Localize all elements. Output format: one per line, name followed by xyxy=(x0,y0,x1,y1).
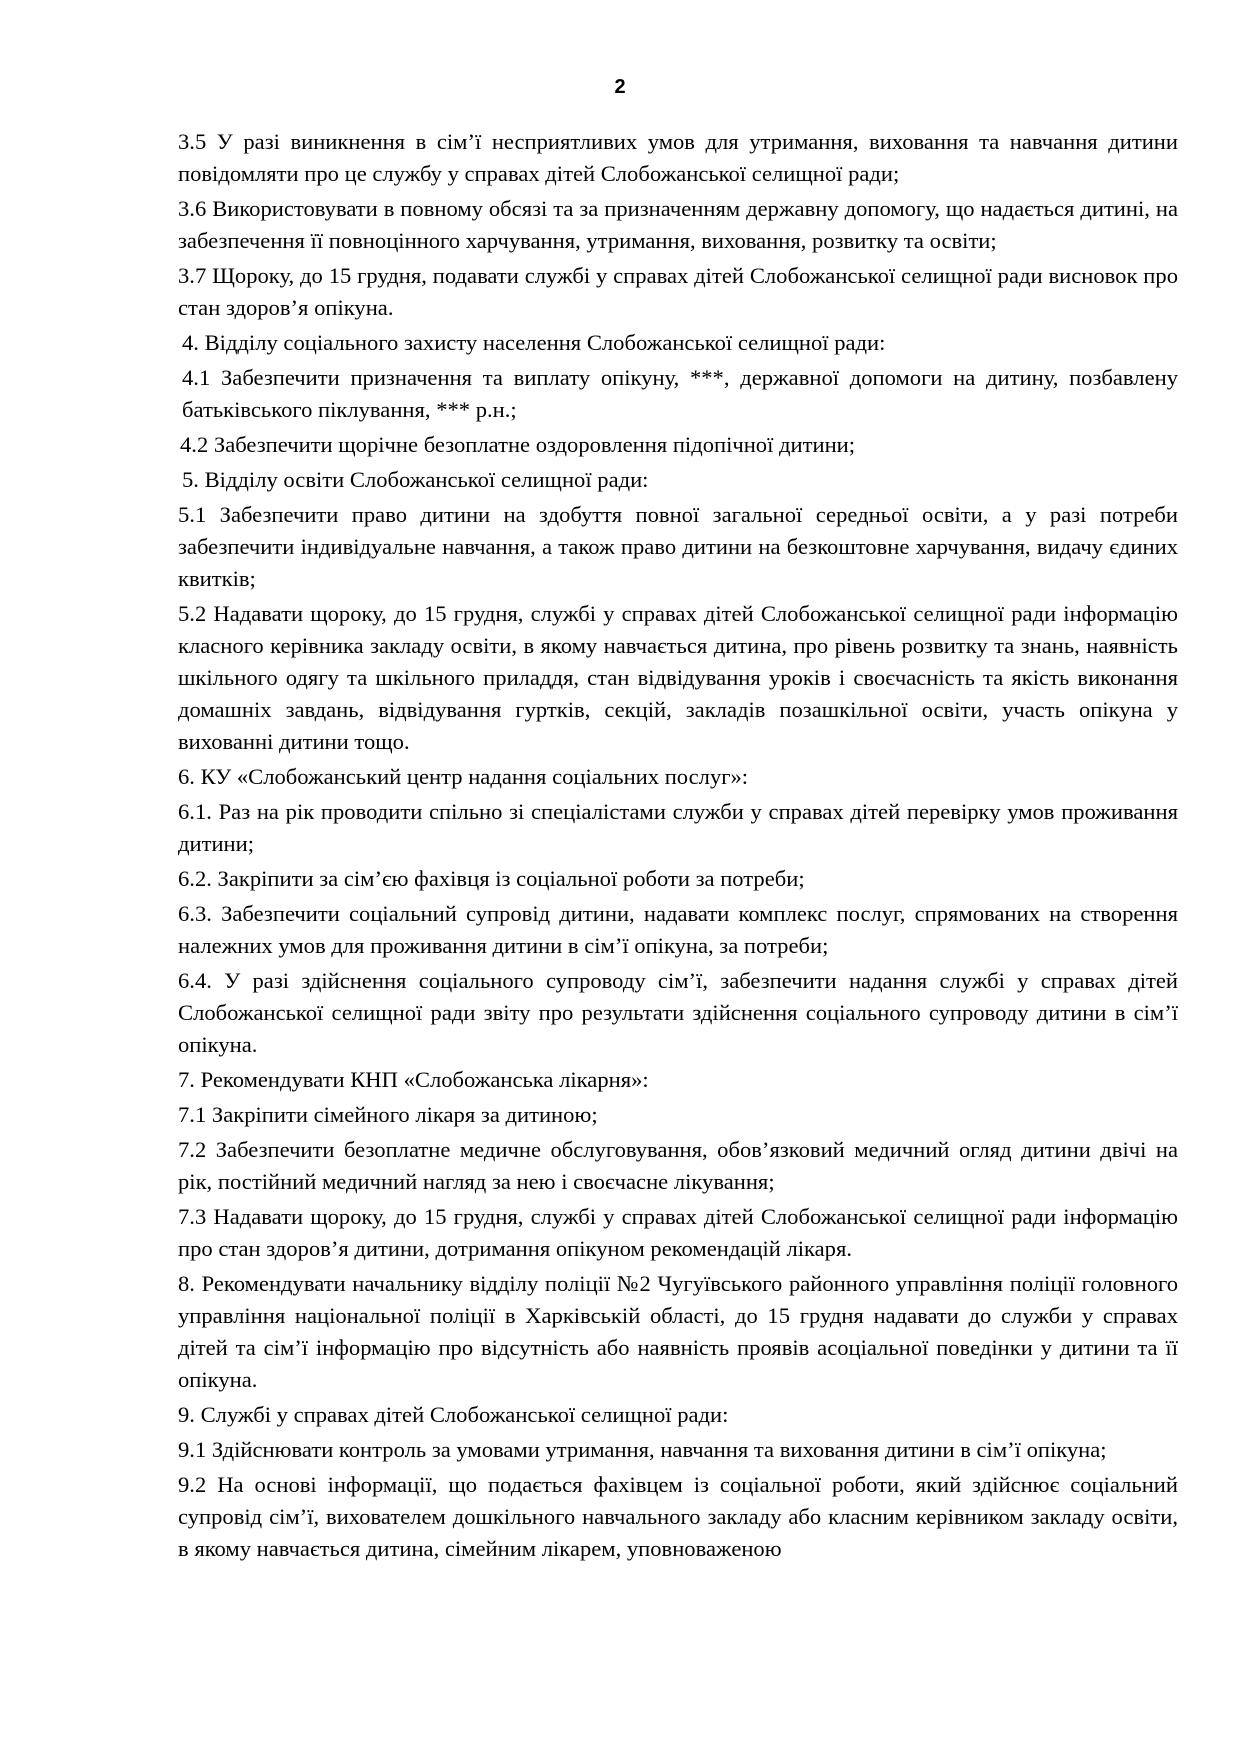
paragraph-8: 8. Рекомендувати начальнику відділу поліції №2 Чугуївського районного управління поліції головного управління національної поліції в Харківській області, до 15 грудня надавати до служби у справах дітей та сім’ї інформацію про відсутність або наявність проявів асоціальної поведінки у дитини та її опікуна. xyxy=(178,1271,1178,1392)
paragraph-5-1: 5.1 Забезпечити право дитини на здобуття повної загальної середньої освіти, а у разі потреби забезпечити індивідуальне навчання, а також право дитини на безкоштовне харчування, видачу єдиних квитків; xyxy=(178,502,1178,591)
paragraph-9-1: 9.1 Здійснювати контроль за умовами утримання, навчання та виховання дитини в сім’ї опікуна; xyxy=(178,1437,1107,1462)
paragraph-9-2: 9.2 На основі інформації, що подається фахівцем із соціальної роботи, який здійснює соціальний супровід сім’ї, вихователем дошкільного навчального закладу або класним керівником закладу освіти, в якому навчається дитина, сімейним лікарем, уповноваженою xyxy=(178,1472,1178,1561)
paragraph-6-3: 6.3. Забезпечити соціальний супровід дитини, надавати комплекс послуг, спрямованих на створення належних умов для проживання дитини в сім’ї опікуна, за потреби; xyxy=(178,901,1178,958)
paragraph-6-2: 6.2. Закріпити за сім’єю фахівця із соціальної роботи за потреби; xyxy=(178,866,805,891)
paragraph-6-heading: 6. КУ «Слобожанський центр надання соціальних послуг»: xyxy=(178,764,749,789)
paragraph-6-1: 6.1. Раз на рік проводити спільно зі спеціалістами служби у справах дітей перевірку умов проживання дитини; xyxy=(178,799,1178,856)
paragraph-7-2: 7.2 Забезпечити безоплатне медичне обслуговування, обов’язковий медичний огляд дитини двічі на рік, постійний медичний нагляд за нею і своєчасне лікування; xyxy=(178,1137,1178,1194)
page-number: 2 xyxy=(614,76,626,98)
paragraph-3-7: 3.7 Щороку, до 15 грудня, подавати службі у справах дітей Слобожанської селищної ради висновок про стан здоров’я опікуна. xyxy=(178,263,1178,320)
paragraph-7-3: 7.3 Надавати щороку, до 15 грудня, службі у справах дітей Слобожанської селищної ради інформацію про стан здоров’я дитини, дотримання опікуном рекомендацій лікаря. xyxy=(178,1204,1178,1261)
paragraph-6-4: 6.4. У разі здійснення соціального супроводу сім’ї, забезпечити надання службі у справах дітей Слобожанської селищної ради звіту про результати здійснення соціального супроводу дитини в сім’ї опікуна. xyxy=(178,968,1178,1057)
paragraph-3-5: 3.5 У разі виникнення в сім’ї несприятливих умов для утримання, виховання та навчання дитини повідомляти про це службу у справах дітей Слобожанської селищної ради; xyxy=(178,129,1178,186)
paragraph-3-6: 3.6 Використовувати в повному обсязі та за призначенням державну допомогу, що надається дитині, на забезпечення її повноцінного харчування, утримання, виховання, розвитку та освіти; xyxy=(178,196,1178,253)
paragraph-5-heading: 5. Відділу освіти Слобожанської селищної ради: xyxy=(182,467,649,492)
paragraph-7-heading: 7. Рекомендувати КНП «Слобожанська лікарня»: xyxy=(178,1067,649,1092)
paragraph-4-heading: 4. Відділу соціального захисту населення Слобожанської селищної ради: xyxy=(182,330,886,355)
paragraph-4-2: 4.2 Забезпечити щорічне безоплатне оздоровлення підопічної дитини; xyxy=(180,432,856,457)
document-body xyxy=(178,126,1178,1568)
paragraph-7-1: 7.1 Закріпити сімейного лікаря за дитиною; xyxy=(178,1102,598,1127)
paragraph-9-heading: 9. Службі у справах дітей Слобожанської селищної ради: xyxy=(178,1402,729,1427)
paragraph-5-2: 5.2 Надавати щороку, до 15 грудня, службі у справах дітей Слобожанської селищної ради інформацію класного керівника закладу освіти, в якому навчається дитина, про рівень розвитку та знань, наявність шкільного одягу та шкільного приладдя, стан відвідування уроків і своєчасність та якість виконання домашніх завдань, відвідування гуртків, секцій, закладів позашкільної освіти, участь опікуна у вихованні дитини тощо. xyxy=(178,601,1178,754)
paragraph-4-1: 4.1 Забезпечити призначення та виплату опікуну, ***, державної допомоги на дитину, позбавлену батьківського піклування, *** р.н.; xyxy=(182,365,1178,422)
